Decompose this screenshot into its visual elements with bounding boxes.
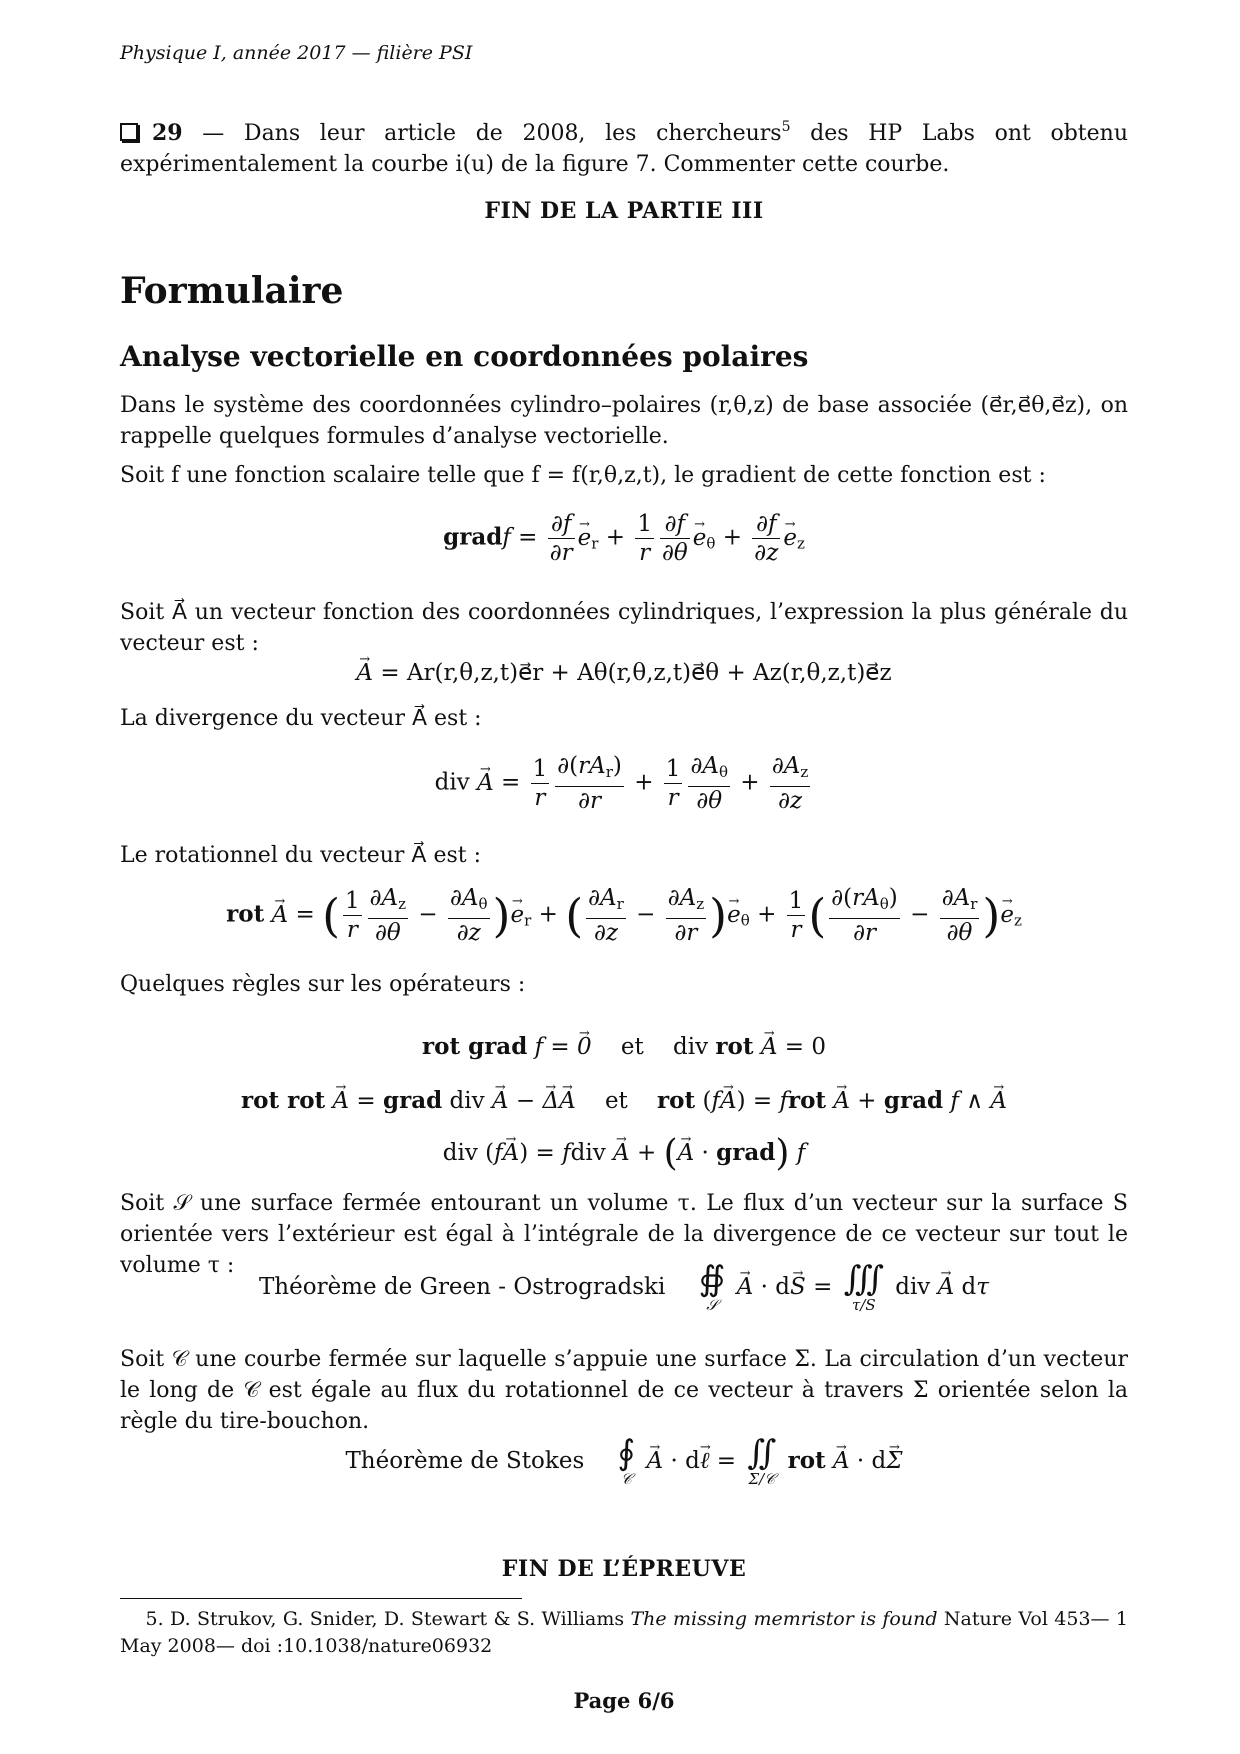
question-number: 29 [152, 120, 183, 146]
rotational-equation: rot A → = ( $\frac{1}{r}$ $\frac{\partial A_z}{\partial\theta}$ − $\frac{\partial A_\theta}{\partial z}$ )$e \to_r$ + ( $\frac{\partial A_r}{\partial z}$ − $\frac{\partial A_z}{\partial r}$ )$e \to_\theta$ + $\frac{1}{r}$ ( $\frac{\partial(rA_\theta)}{\partial r}$ − $\frac{\partial A_r}{\partial\theta}$ )$e \to_z$ [120, 884, 1128, 947]
gradient-equation: gradf = $\frac{\partial f}{\partial r}$ $e \to_r$ + $\frac{1}{r}$ $\frac{\partial f}{\partial\theta}$ $e \to_\theta$ + $\frac{\partial f}{\partial z}$ $e \to_z$ [120, 510, 1128, 567]
and-word: et [620, 1034, 644, 1060]
stokes-theorem: Théorème de Stokes ∮ 𝒞 A → · dℓ → = ∬ Σ/𝒞 rot A → · dΣ → [120, 1436, 1128, 1488]
footnote-authors: D. Strukov, G. Snider, D. Stewart & S. Williams [170, 1608, 625, 1630]
vector-expression-text: = Ar(r,θ,z,t)e⃗r + Aθ(r,θ,z,t)e⃗θ + Az(r,θ,z,t)e⃗z [380, 660, 892, 686]
divergence-equation: div A → = $\frac{1}{r}$ $\frac{\partial(rA_r)}{\partial r}$ + $\frac{1}{r}$ $\frac{\partial A_\theta}{\partial\theta}$ + $\frac{\partial A_z}{\partial z}$ [120, 752, 1128, 815]
question-text-cont: des HP Labs ont obtenu expérimentalement [120, 121, 1128, 177]
paragraph-4: La divergence du vecteur A⃗ est : [120, 706, 482, 731]
green-ostrogradski-theorem: Théorème de Green - Ostrogradski ∯ 𝒮 A → · dS → = ∭ τ/S div A → dτ [120, 1262, 1128, 1314]
footnote [120, 1606, 1128, 1660]
vector-expression: A → = Ar(r,θ,z,t)e⃗r + Aθ(r,θ,z,t)e⃗θ + Az(r,θ,z,t)e⃗z [120, 658, 1128, 688]
paragraph-1: Dans le système des coordonnées cylindro–polaires (r,θ,z) de base associée (e⃗r,e⃗θ,e⃗z), on rappelle quelques formules d’analyse vectorielle. [120, 393, 1128, 449]
checkbox-icon [120, 123, 138, 141]
paragraph-6: Quelques règles sur les opérateurs : [120, 972, 526, 997]
paragraph-8: Soit 𝒞 une courbe fermée sur laquelle s’appuie une surface Σ. La circulation d’un vecteur le long de 𝒞 est égale au flux du rotationnel de ce vecteur à travers Σ orientée selon la règle du tire-bouchon. [120, 1347, 1128, 1434]
and-word-2: et [604, 1088, 628, 1114]
page-number: Page 6/6 [573, 1688, 675, 1713]
grad-operator: grad [443, 523, 503, 551]
footnote-rest: Nature Vol 453— 1 May 2008— doi :10.1038/nature06932 [120, 1608, 1129, 1657]
end-exam-label: FIN DE L’ÉPREUVE [501, 1556, 747, 1582]
paragraph-2: Soit f une fonction scalaire telle que f = f(r,θ,z,t), le gradient de cette fonction est : [120, 463, 1046, 488]
green-label: Théorème de Green - Ostrogradski [258, 1274, 666, 1300]
footnote-title: The missing memristor is found [630, 1608, 938, 1630]
end-part-label: FIN DE LA PARTIE III [484, 198, 764, 224]
page-header: Physique I, année 2017 — filière PSI [120, 42, 473, 64]
paragraph-7: Soit 𝒮 une surface fermée entourant un volume τ. Le flux d’un vecteur sur la surface S orientée vers l’extérieur est égal à l’intégrale de la divergence de ce vecteur sur tout le volume τ : [120, 1191, 1128, 1278]
section-title: Formulaire [120, 270, 344, 312]
paragraph-5: Le rotationnel du vecteur A⃗ est : [120, 843, 482, 868]
rule-line-2: rot rot A → = grad div A → − Δ →A → et rot (fA →) = frot A → + grad f ∧ A → [120, 1086, 1128, 1116]
question-29 [120, 112, 1128, 180]
div-operator: div [434, 769, 470, 796]
rule-line-1: rot grad f = 0 → et div rot A → = 0 [120, 1032, 1128, 1062]
footnote-number: 5. [145, 1608, 164, 1630]
rule-line-3: div (fA →) = fdiv A → + (A → · grad) f [120, 1136, 1128, 1172]
footnote-rule [120, 1598, 522, 1599]
stokes-label: Théorème de Stokes [345, 1448, 585, 1474]
question-text: — Dans leur article de 2008, les chercheurs [202, 121, 782, 146]
footnote-ref: 5 [781, 119, 791, 135]
paragraph-3: Soit A⃗ un vecteur fonction des coordonnées cylindriques, l’expression la plus générale du vecteur est : [120, 600, 1128, 656]
question-text-line2: la courbe i(u) de la figure 7. Commenter cette courbe. [344, 152, 950, 177]
rot-operator: rot [226, 900, 265, 928]
subsection-title: Analyse vectorielle en coordonnées polaires [120, 340, 809, 373]
